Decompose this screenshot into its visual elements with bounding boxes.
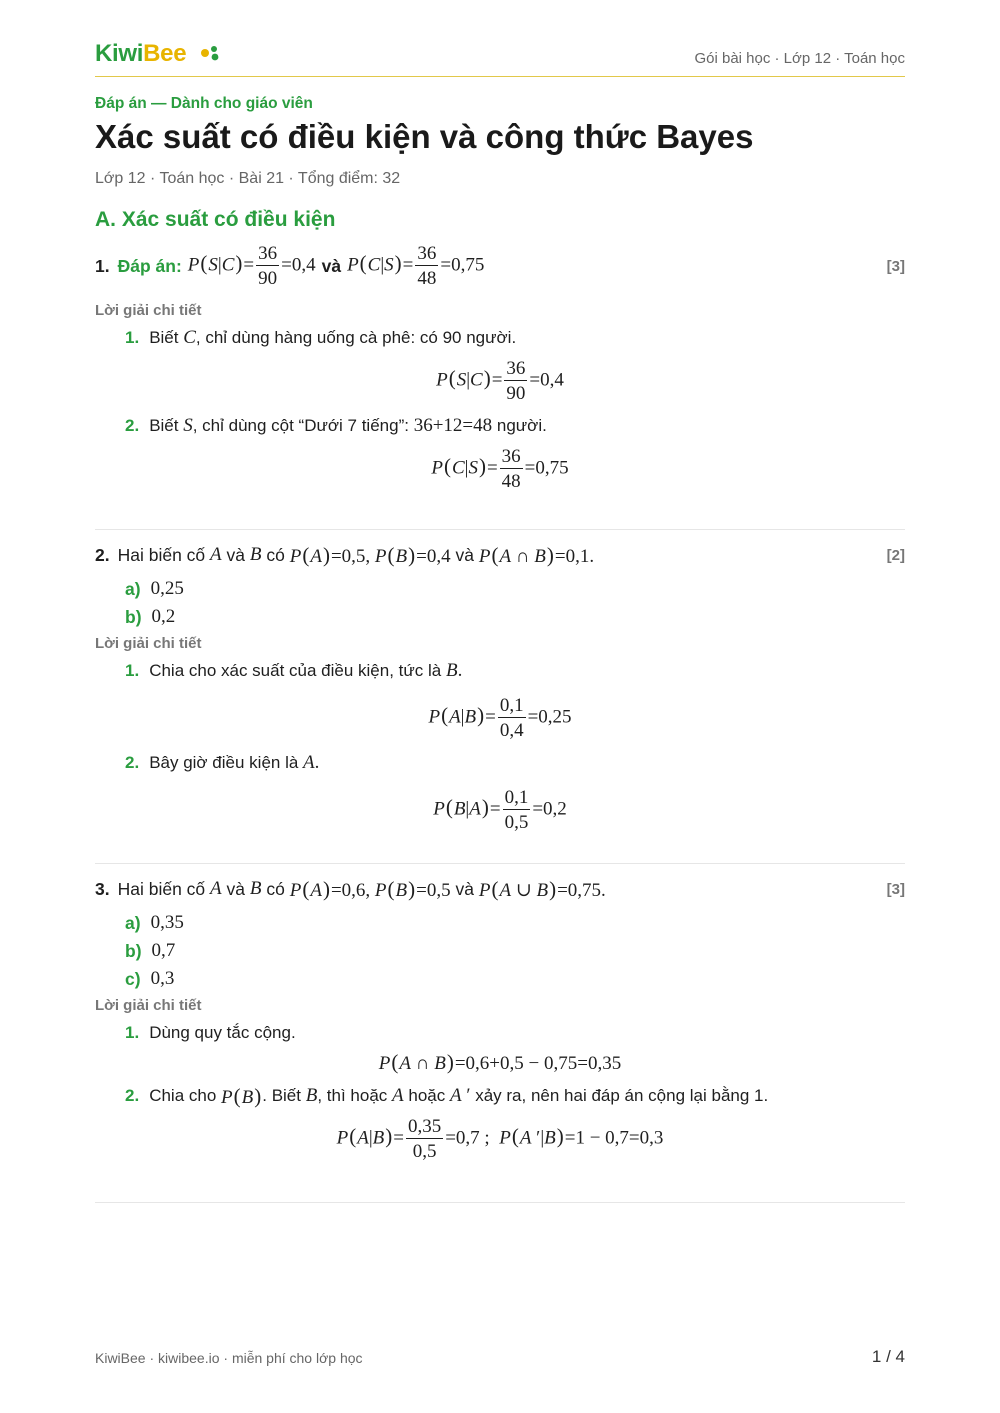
step-text: , chỉ dùng cột “Dưới 7 tiếng”: bbox=[192, 416, 409, 435]
logo-kiwi-text: Kiwi bbox=[95, 40, 144, 67]
answer-option bbox=[125, 575, 905, 603]
solution-step bbox=[125, 325, 905, 351]
answer-formula-1: P(S|C)= $\frac{36}{90}$ =0,4 bbox=[187, 243, 316, 289]
question-1-line bbox=[95, 243, 905, 289]
answer-option bbox=[125, 965, 905, 993]
question-3-line bbox=[95, 873, 905, 905]
answer-key-eyebrow: Đáp án — Dành cho giáo viên bbox=[95, 95, 313, 112]
option-letter: c) bbox=[125, 968, 141, 989]
section-a-heading: A. Xác suất có điều kiện bbox=[95, 208, 336, 231]
option-value: 0,3 bbox=[150, 968, 175, 989]
question-1 bbox=[95, 243, 905, 501]
divider bbox=[95, 1202, 905, 1203]
math-var: B bbox=[249, 878, 262, 899]
step-number: 2. bbox=[125, 1086, 140, 1105]
option-letter: b) bbox=[125, 606, 142, 627]
equation: P(C|S)= $\frac{36}{48}$ =0,75 bbox=[431, 446, 569, 492]
question-text: có bbox=[266, 878, 285, 899]
lesson-meta: Lớp 12 · Toán học · Bài 21 · Tổng điểm: 32 bbox=[95, 170, 401, 187]
answer-label: Đáp án: bbox=[117, 255, 182, 276]
math-var: A bbox=[210, 878, 222, 899]
equation: P(S|C)= $\frac{36}{90}$ =0,4 bbox=[436, 358, 564, 404]
divider bbox=[95, 863, 905, 864]
solution-label: Lời giải chi tiết bbox=[95, 302, 202, 319]
math-expr: P(A ∪ B)=0,75. bbox=[478, 876, 606, 901]
math-expr: P(A)=0,5, P(B)=0,4 bbox=[289, 542, 451, 567]
math-var: A. bbox=[303, 752, 320, 773]
and-word: và bbox=[321, 255, 342, 276]
solution-step bbox=[125, 1020, 905, 1046]
solution-step bbox=[125, 750, 905, 776]
math-var: A bbox=[210, 544, 222, 565]
step-text: Chia cho bbox=[149, 1086, 217, 1105]
equation: P(A|B)= $\frac{0,1}{0,4}$ =0,25 bbox=[428, 695, 572, 741]
math-expr: P(A ∩ B)=0,1. bbox=[478, 542, 595, 567]
page-header bbox=[95, 38, 905, 77]
step-text: , thì hoặc bbox=[317, 1086, 388, 1105]
solution-step bbox=[125, 658, 905, 684]
breadcrumb: Gói bài học · Lớp 12 · Toán học bbox=[694, 50, 905, 67]
bee-dots-icon bbox=[199, 44, 223, 62]
step-text: Dùng quy tắc cộng. bbox=[149, 1023, 296, 1042]
question-text: Hai biến cố bbox=[117, 544, 206, 565]
math-expr: 36+12=48 bbox=[413, 415, 493, 436]
points-badge: [3] bbox=[886, 258, 905, 275]
page-number: 1 / 4 bbox=[871, 1347, 905, 1366]
question-text: và bbox=[226, 878, 246, 899]
step-number: 2. bbox=[125, 753, 140, 772]
question-number: 3. bbox=[95, 878, 110, 899]
math-var: B bbox=[249, 544, 262, 565]
points-badge: [2] bbox=[886, 547, 905, 564]
solution-step bbox=[125, 413, 905, 439]
question-text: và bbox=[455, 878, 474, 899]
math-var: C bbox=[183, 327, 196, 348]
math-var: B bbox=[305, 1085, 318, 1106]
step-text: . Biết bbox=[262, 1086, 301, 1105]
question-number: 2. bbox=[95, 544, 110, 565]
solution-step bbox=[125, 1083, 905, 1109]
step-number: 1. bbox=[125, 328, 140, 347]
solution-label: Lời giải chi tiết bbox=[95, 635, 202, 652]
answer-option bbox=[125, 937, 905, 965]
step-text: Bây giờ điều kiện là bbox=[149, 753, 299, 772]
page-title: Xác suất có điều kiện và công thức Bayes bbox=[95, 118, 754, 155]
math-expr: P(A)=0,6, P(B)=0,5 bbox=[289, 876, 451, 901]
question-text: có bbox=[266, 544, 285, 565]
step-text: Biết bbox=[149, 416, 179, 435]
math-var: S bbox=[183, 415, 193, 436]
equation: P(A|B)= $\frac{0,35}{0,5}$ =0,7 ; P(A ′|B)=1 − 0,7=0,3 bbox=[336, 1116, 664, 1162]
question-3 bbox=[95, 873, 905, 1171]
option-value: 0,25 bbox=[150, 578, 184, 599]
step-number: 1. bbox=[125, 661, 140, 680]
step-text: người. bbox=[496, 416, 547, 435]
question-2 bbox=[95, 539, 905, 842]
equation: P(A ∩ B)=0,6+0,5 − 0,75=0,35 bbox=[378, 1050, 622, 1074]
answer-option bbox=[125, 603, 905, 631]
kiwibee-logo[interactable] bbox=[95, 40, 186, 68]
math-var: A ′ bbox=[449, 1085, 471, 1106]
step-text: Biết bbox=[149, 328, 179, 347]
math-expr: P(B) bbox=[221, 1083, 262, 1108]
equation: P(B|A)= $\frac{0,1}{0,5}$ =0,2 bbox=[433, 787, 567, 833]
step-number: 2. bbox=[125, 416, 140, 435]
answer-option bbox=[125, 909, 905, 937]
option-value: 0,2 bbox=[151, 606, 176, 627]
option-value: 0,35 bbox=[150, 912, 184, 933]
question-text: Hai biến cố bbox=[117, 878, 206, 899]
logo-bee-text: Bee bbox=[143, 40, 187, 67]
option-letter: a) bbox=[125, 578, 141, 599]
step-text: hoặc bbox=[408, 1086, 446, 1105]
question-2-line bbox=[95, 539, 905, 571]
math-var: A bbox=[392, 1085, 404, 1106]
question-text: và bbox=[226, 544, 246, 565]
question-number: 1. bbox=[95, 255, 110, 276]
answer-formula-2: P(C|S)= $\frac{36}{48}$ =0,75 bbox=[347, 243, 485, 289]
option-letter: b) bbox=[125, 940, 142, 961]
footer-site-info: KiwiBee · kiwibee.io · miễn phí cho lớp học bbox=[95, 1350, 363, 1366]
divider bbox=[95, 529, 905, 530]
question-text: và bbox=[455, 544, 474, 565]
step-text: xảy ra, nên hai đáp án cộng lại bằng 1. bbox=[475, 1086, 769, 1105]
step-text: Chia cho xác suất của điều kiện, tức là bbox=[149, 661, 442, 680]
option-value: 0,7 bbox=[151, 940, 176, 961]
math-var: B. bbox=[445, 660, 463, 681]
step-number: 1. bbox=[125, 1023, 140, 1042]
points-badge: [3] bbox=[886, 881, 905, 898]
solution-label: Lời giải chi tiết bbox=[95, 997, 202, 1014]
option-letter: a) bbox=[125, 912, 141, 933]
step-text: , chỉ dùng hàng uống cà phê: có 90 người. bbox=[195, 328, 517, 347]
